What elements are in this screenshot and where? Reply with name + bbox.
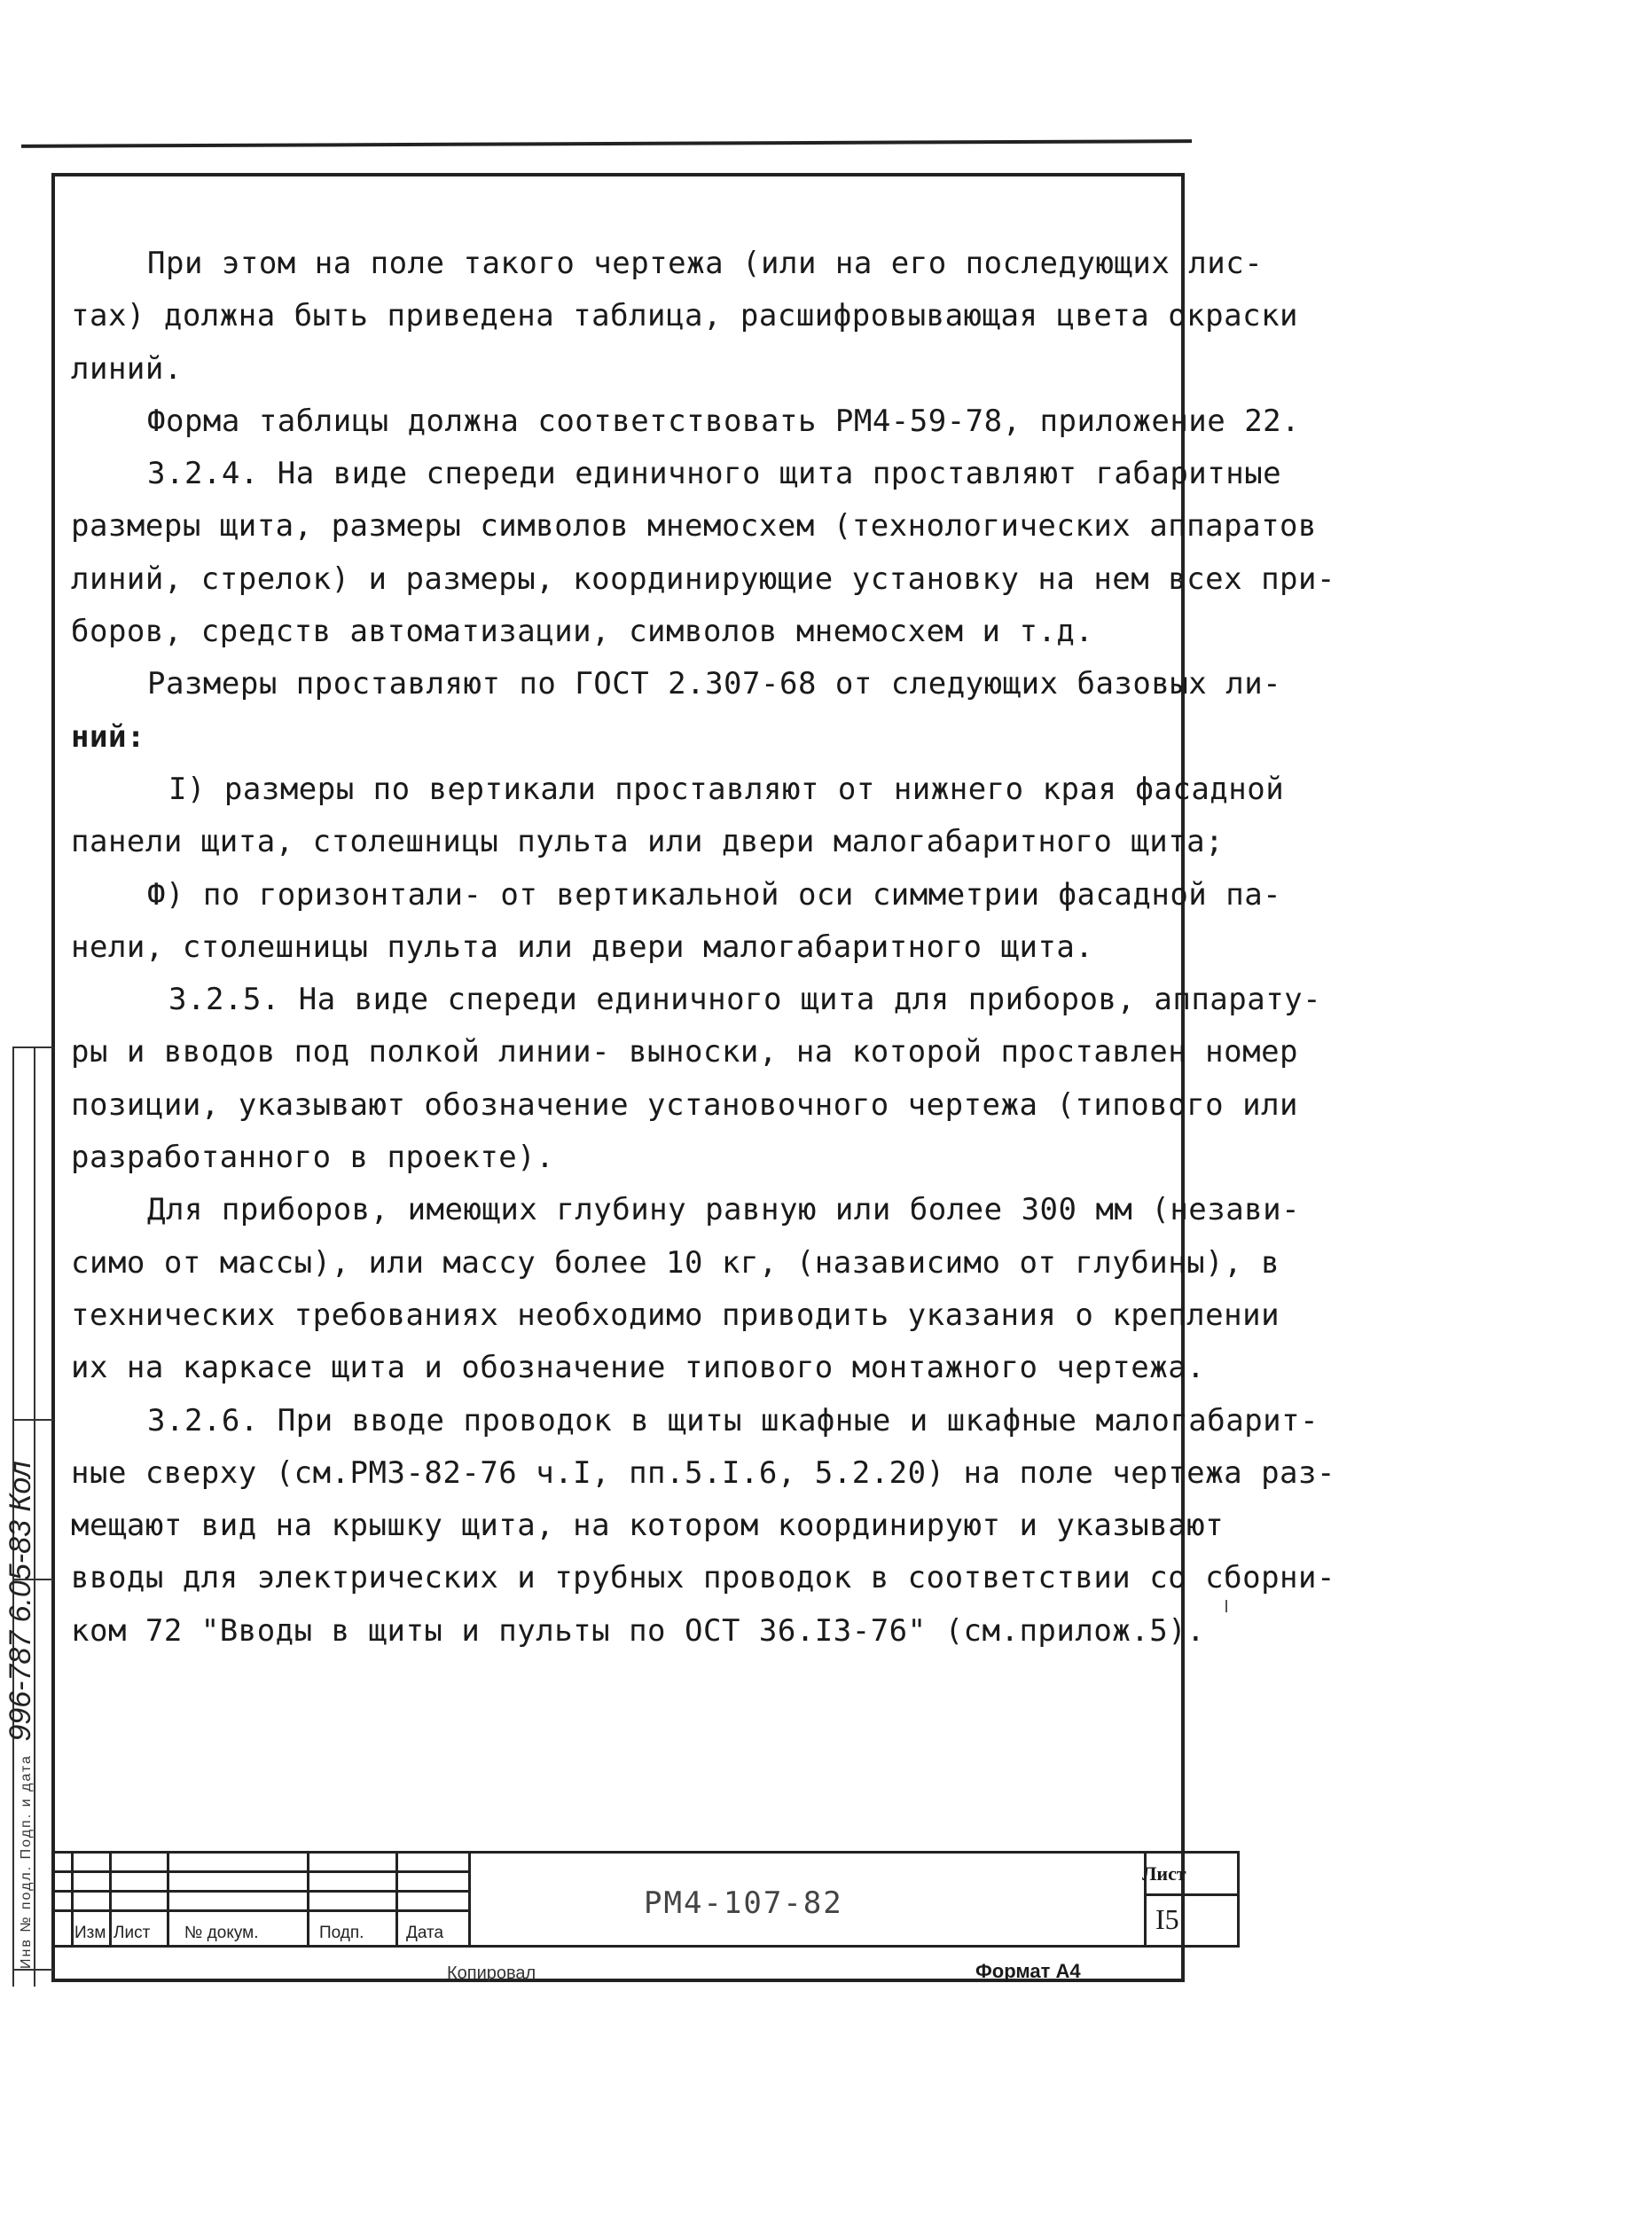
- stamp-header-izm: Изм: [74, 1924, 106, 1942]
- copied-by-label: Копировал: [447, 1964, 536, 1983]
- text-line-4: Форма таблицы должна соответствовать РМ4-59-78, приложение 22.: [147, 403, 1301, 439]
- text-line-7: линий, стрелок) и размеры, координирующие установку на нем всех при-: [71, 560, 1335, 597]
- text-line-23: 3.2.6. При вводе проводок в щиты шкафные и шкафные малогабарит-: [147, 1402, 1319, 1438]
- text-line-14: нели, столешницы пульта или двери малогабаритного щита.: [71, 929, 1094, 965]
- stamp-header-date: Дата: [406, 1924, 444, 1942]
- format-label: Формат А4: [975, 1960, 1081, 1982]
- top-edge-rule: [21, 139, 1192, 148]
- stamp-header-doc: № докум.: [184, 1924, 259, 1942]
- text-line-8: боров, средств автоматизации, символов мнемосхем и т.д.: [71, 614, 1094, 650]
- sheet-number: I5: [1155, 1903, 1179, 1935]
- text-line-15: 3.2.5. На виде спереди единичного щита для приборов, аппарату-: [168, 982, 1322, 1018]
- text-line-19: Для приборов, имеющих глубину равную или более 300 мм (незави-: [147, 1192, 1301, 1228]
- document-code: РМ4-107-82: [644, 1885, 843, 1921]
- scan-artifact: [1225, 1600, 1227, 1612]
- document-body: [71, 238, 1335, 1658]
- sheet-label: Лист: [1142, 1862, 1186, 1885]
- text-line-2: тах) должна быть приведена таблица, расшифровывающая цвета окраски: [71, 298, 1299, 334]
- text-line-12: панели щита, столешницы пульта или двери малогабаритного щита;: [71, 824, 1225, 860]
- text-line-21: технических требованиях необходимо приводить указания о креплении: [71, 1297, 1280, 1333]
- text-line-24: ные сверху (см.РМ3-82-76 ч.I, пп.5.I.6, 5.2.20) на поле чертежа раз-: [71, 1454, 1335, 1491]
- text-line-1: При этом на поле такого чертежа (или на его последующих лис-: [147, 246, 1264, 281]
- text-line-16: ры и вводов под полкой линии- выноски, на которой проставлен номер: [71, 1034, 1299, 1070]
- margin-handwriting: 996-787 6.05-83 Кол: [4, 1461, 37, 1742]
- text-line-17: позиции, указывают обозначение установочного чертежа (типового или: [71, 1086, 1299, 1123]
- text-line-25: мещают вид на крышку щита, на котором координируют и указывают: [71, 1508, 1225, 1544]
- text-line-10: ний:: [71, 718, 145, 755]
- stamp-header-sign: Подп.: [319, 1924, 364, 1942]
- text-line-3: линий.: [71, 350, 183, 387]
- text-line-13: Ф) по горизонтали- от вертикальной оси симметрии фасадной па-: [147, 876, 1282, 913]
- text-line-5: 3.2.4. На виде спереди единичного щита проставляют габаритные: [147, 456, 1282, 492]
- text-line-11: I) размеры по вертикали проставляют от нижнего края фасадной: [168, 771, 1285, 807]
- stamp-header-list: Лист: [114, 1924, 151, 1942]
- margin-labels: Инв № подл. Подп. и дата: [19, 1754, 34, 1969]
- text-line-9: Размеры проставляют по ГОСТ 2.307-68 от следующих базовых ли-: [147, 666, 1282, 702]
- text-line-6: размеры щита, размеры символов мнемосхем (технологических аппаратов: [71, 508, 1317, 545]
- margin-notes: [4, 1461, 38, 1969]
- text-line-22: их на каркасе щита и обозначение типового монтажного чертежа.: [71, 1350, 1206, 1386]
- text-line-27: ком 72 "Вводы в щиты и пульты по ОСТ 36.I3-76" (см.прилож.5).: [71, 1612, 1206, 1649]
- text-line-20: симо от массы), или массу более 10 кг, (назависимо от глубины), в: [71, 1244, 1280, 1281]
- text-line-18: разработанного в проекте).: [71, 1140, 555, 1176]
- text-line-26: вводы для электрических и трубных проводок в соответствии со сборни-: [71, 1560, 1335, 1596]
